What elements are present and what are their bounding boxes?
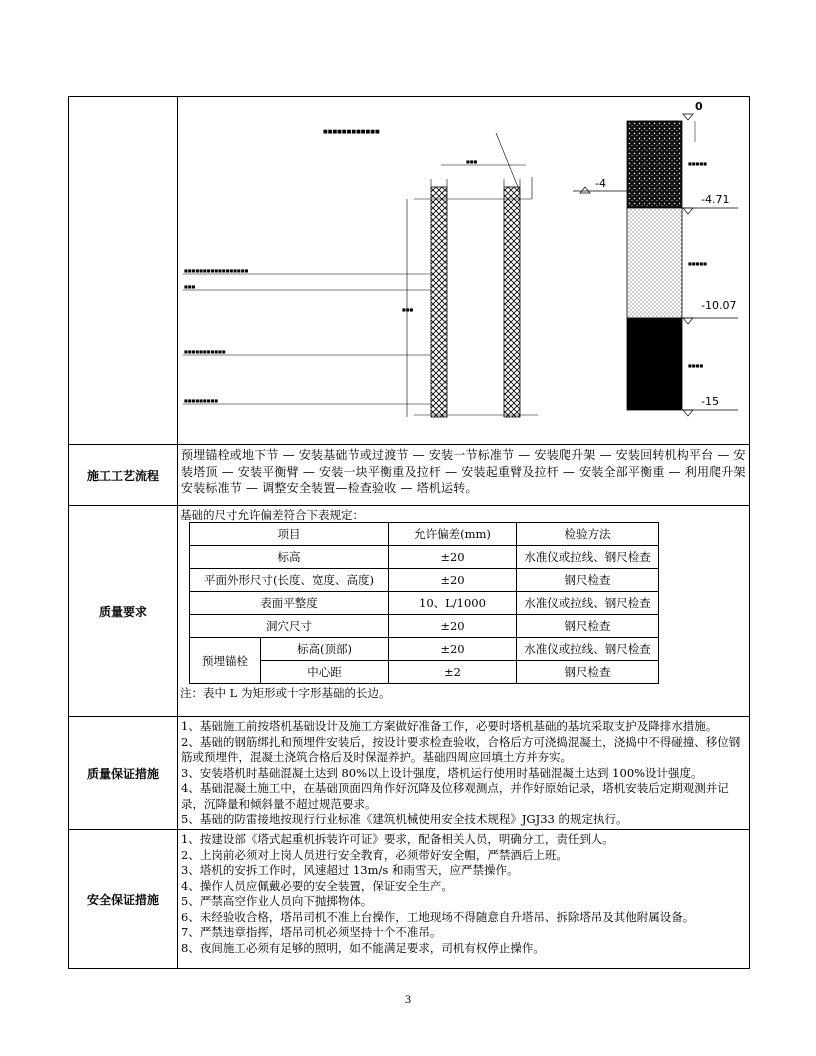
table-row-tolerance: ±2 bbox=[389, 661, 517, 684]
list-item: 8、夜间施工必须有足够的照明，如不能满足要求，司机有权停止操作。 bbox=[181, 940, 545, 955]
list-item: 5、基础的防雷接地按现行行业标准《建筑机械使用安全技术规程》JGJ33 的规定执行。 bbox=[181, 812, 628, 826]
header-method: 检验方法 bbox=[517, 523, 659, 546]
table-row-method: 钢尺检查 bbox=[517, 615, 659, 638]
elevation-minus-15: -15 bbox=[701, 395, 719, 408]
table-row-item: 平面外形尺寸(长度、宽度、高度) bbox=[190, 569, 389, 592]
table-row-method: 水准仪或拉线、钢尺检查 bbox=[517, 592, 659, 615]
table-row-item: 中心距 bbox=[261, 661, 389, 684]
svg-text:■■■■■■■■■■■■■■■■■: ■■■■■■■■■■■■■■■■■ bbox=[184, 268, 249, 273]
list-item: 5、严禁高空作业人员向下抛掷物体。 bbox=[181, 894, 373, 908]
construction-table bbox=[68, 96, 750, 969]
table-row-tolerance: ±20 bbox=[389, 546, 517, 569]
list-item: 4、操作人员应佩戴必要的安全装置，保证安全生产。 bbox=[181, 878, 453, 893]
quality-intro: 基础的尺寸允许偏差符合下表规定： bbox=[180, 508, 364, 522]
svg-text:■■■: ■■■ bbox=[184, 284, 196, 289]
foundation-pile-drawing bbox=[178, 97, 748, 440]
page-number: 3 bbox=[405, 992, 411, 1006]
table-row-method: 水准仪或拉线、钢尺检查 bbox=[517, 546, 659, 569]
elevation-minus-4: -4 bbox=[595, 177, 606, 190]
quality-label: 质量要求 bbox=[69, 506, 178, 717]
list-item: 2、基础的钢筋绑扎和预埋件安装后，按设计要求检查验收，合格后方可浇捣混凝土，浇捣中不得碰撞、移位钢筋或预埋件，混凝土浇筑合格后及时保湿养护。基础四周应回填土方并夯实。 bbox=[181, 734, 741, 764]
list-item: 7、严禁违章指挥，塔吊司机必须坚持十个不准吊。 bbox=[181, 925, 442, 939]
table-row-tolerance: ±20 bbox=[389, 615, 517, 638]
table-row-item: 标高 bbox=[190, 546, 389, 569]
table-row-tolerance: ±20 bbox=[389, 638, 517, 661]
qa-label: 质量保证措施 bbox=[69, 717, 178, 830]
process-label: 施工工艺流程 bbox=[69, 445, 178, 506]
quality-note: 注：表中 L 为矩形或十字形基础的长边。 bbox=[180, 686, 391, 700]
soil-profile bbox=[573, 100, 738, 416]
svg-text:■■■■■: ■■■■■ bbox=[688, 161, 707, 166]
safety-list bbox=[178, 830, 749, 956]
tolerance-table bbox=[189, 522, 659, 684]
list-item: 3、安装塔机时基础混凝土达到 80%以上设计强度，塔机运行使用时基础混凝土达到 100%设计强度。 bbox=[181, 765, 703, 780]
drawing-label-cell bbox=[69, 97, 178, 445]
table-row-tolerance: 10、L/1000 bbox=[389, 592, 517, 615]
table-row-item: 表面平整度 bbox=[190, 592, 389, 615]
process-text: 预埋锚栓或地下节 — 安装基础节或过渡节 — 安装一节标准节 — 安装爬升架 — 安装回转机构平台 — 安装塔顶 — 安装平衡臂 — 安装一块平衡重及拉杆 — 安装起重臂及拉杆 — 安装全部平衡重 — 利用爬升架安装标准节 — 调整安全装置—检查验收 — 塔机运转。 bbox=[181, 448, 746, 495]
elevation-minus-10-07: -10.07 bbox=[701, 299, 737, 312]
table-row-method: 水准仪或拉线、钢尺检查 bbox=[517, 638, 659, 661]
list-item: 3、塔机的安拆工作时，风速超过 13m/s 和雨雪天，应严禁操作。 bbox=[181, 863, 519, 877]
qa-list bbox=[178, 717, 749, 828]
table-row-tolerance: ±20 bbox=[389, 569, 517, 592]
elevation-minus-4-71: -4.71 bbox=[701, 193, 730, 206]
svg-text:■■■■■■■■■■■: ■■■■■■■■■■■ bbox=[184, 349, 226, 354]
svg-text:■■■: ■■■ bbox=[402, 307, 414, 312]
list-item: 1、基础施工前按塔机基础设计及施工方案做好准备工作，必要时塔机基础的基坑采取支护及降排水措施。 bbox=[181, 719, 718, 733]
pile-caption: ■■■■■■■■■■■■ bbox=[323, 129, 380, 135]
svg-text:■■■■: ■■■■ bbox=[688, 363, 704, 368]
header-item: 项目 bbox=[190, 523, 389, 546]
table-row-method: 钢尺检查 bbox=[517, 661, 659, 684]
list-item: 2、上岗前必须对上岗人员进行安全教育，必须带好安全帽，严禁酒后上班。 bbox=[181, 847, 568, 862]
elevation-0: 0 bbox=[695, 100, 703, 113]
table-row-item: 标高(顶部) bbox=[261, 638, 389, 661]
safety-label: 安全保证措施 bbox=[69, 830, 178, 969]
svg-text:■■■: ■■■ bbox=[466, 159, 478, 164]
list-item: 4、基础混凝土施工中，在基础顶面四角作好沉降及位移观测点，并作好原始记录，塔机安装后定期观测并记录，沉降量和倾斜量不超过规范要求。 bbox=[181, 781, 729, 811]
list-item: 1、按建设部《塔式起重机拆装许可证》要求，配备相关人员，明确分工，责任到人。 bbox=[181, 832, 614, 846]
table-row-item: 洞穴尺寸 bbox=[190, 615, 389, 638]
svg-text:■■■■■■■■■: ■■■■■■■■■ bbox=[184, 398, 219, 403]
pile-elevation bbox=[183, 129, 538, 417]
anchor-group-label: 预埋锚栓 bbox=[190, 638, 261, 684]
svg-text:■■■■■: ■■■■■ bbox=[688, 261, 707, 266]
list-item: 6、未经验收合格，塔吊司机不准上台操作，工地现场不得随意自升塔吊、拆除塔吊及其他附属设备。 bbox=[181, 909, 695, 924]
drawing-cell bbox=[178, 97, 750, 445]
header-tolerance: 允许偏差(mm) bbox=[389, 523, 517, 546]
table-row-method: 钢尺检查 bbox=[517, 569, 659, 592]
